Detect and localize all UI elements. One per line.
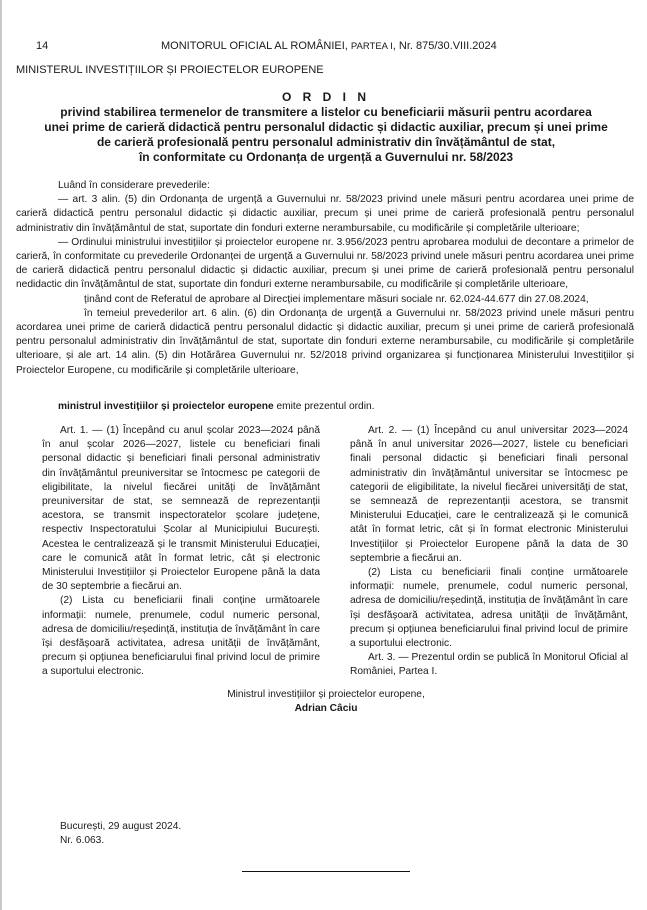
preamble-intro: Luând în considerare prevederile: bbox=[58, 180, 210, 191]
article-1-paragraph-2: (2) Lista cu beneficiarii finali conține următoarele informații: numele, prenumele, codul numeric personal, adresa de domiciliu/reședință, instituția de învățământ în care își desfășoară activitatea, adresa unității de învățământ, precum și opțiunea beneficiarului final privind locul de primire a suportului electronic. bbox=[42, 595, 320, 678]
preamble bbox=[16, 179, 634, 378]
emitter-statement bbox=[58, 401, 374, 412]
subtitle-line: de carieră profesională pentru personalul administrativ din învățământul de stat, bbox=[96, 135, 556, 149]
article-2-paragraph-1: Art. 2. — (1) Începând cu anul universitar 2023—2024 până în anul universitar 2026—2027, listele cu beneficiari finali personal didactic și beneficiari finali personal administrativ din învățământul universitar se întocmesc pe categorii de eligibilitate, la nivelul fiecărei universități de stat, se semnează de reprezentanții acestora, se transmit Ministerului Educației, care le centralizează și le comunică atât în format letric, cât și în format electronic Ministerului Investițiilor și Proiectelor Europene până la data de 30 septembrie a fiecărui an. bbox=[350, 425, 628, 564]
emitter-action: emite prezentul ordin. bbox=[273, 401, 375, 412]
publication-name: MONITORUL OFICIAL AL ROMÂNIEI, bbox=[161, 40, 351, 52]
signatory-role: Ministrul investițiilor și proiectelor europene, bbox=[227, 689, 425, 700]
article-3: Art. 3. — Prezentul ordin se publică în Monitorul Oficial al României, Partea I. bbox=[350, 652, 628, 678]
document-page bbox=[16, 0, 636, 910]
order-number: Nr. 6.063. bbox=[60, 835, 105, 846]
preamble-legal-basis: în temeiul prevederilor art. 6 alin. (6) din Ordonanța de urgență a Guvernului nr. 58/2023 privind unele măsuri pentru acordarea unei prime de carieră didactică pentru personalul didactic și didactic auxiliar, precum și unei prime de carieră profesională pentru personalul administrativ din învățământul de stat, suportate din fonduri externe nerambursabile, cu modificările și completările ulterioare, și ale art. 14 alin. (5) din Hotărârea Guvernului nr. 52/2018 privind organizarea și funcționarea Ministerului Investițiilor și Proiectelor Europene, cu modificările și completările ulterioare, bbox=[16, 307, 634, 376]
preamble-item: — art. 3 alin. (5) din Ordonanța de urgență a Guvernului nr. 58/2023 privind unele măsuri pentru acordarea unei prime de carieră didactică pentru personalul didactic și didactic auxiliar, precum și unei prime de carieră profesională pentru personalul administrativ din învățământul de stat, suportate din fonduri externe nerambursabile, cu modificările și completările ulterioare; bbox=[16, 194, 634, 234]
emitter-name: ministrul investițiilor și proiectelor europene bbox=[58, 401, 274, 412]
publication-part: PARTEA I bbox=[350, 41, 393, 52]
signatory-name: Adrian Câciu bbox=[294, 703, 358, 714]
end-divider bbox=[242, 871, 410, 872]
preamble-considering: ținând cont de Referatul de aprobare al Direcției implementare măsuri sociale nr. 62.024-44.677 din 27.08.2024, bbox=[84, 293, 589, 305]
column-right bbox=[350, 424, 628, 680]
document-type: O R D I N bbox=[281, 90, 370, 104]
publication-title bbox=[161, 40, 497, 52]
column-left bbox=[42, 424, 320, 680]
order-footer bbox=[60, 820, 181, 848]
issuing-ministry: MINISTERUL INVESTIȚIILOR ȘI PROIECTELOR EUROPENE bbox=[16, 64, 324, 76]
signature-block bbox=[16, 688, 636, 716]
article-1-paragraph-1: Art. 1. — (1) Începând cu anul școlar 2023—2024 până în anul școlar 2026—2027, listele cu beneficiari finali personal didactic și beneficiari finali personal administrativ din învățământul preuniversitar se întocmesc pe categorii de eligibilitate, la nivelul fiecărei unități de învățământ preuniversitar de stat, se semnează de reprezentanții acestora, se transmit inspectoratelor școlare județene, respectiv Inspectoratului Școlar al Municipiului București. Acestea le centralizează și le transmit Ministerului Educației, care le comunică atât în format letric, cât și electronic Ministerului Investițiilor și Proiectelor Europene până la data de 30 septembrie a fiecărui an. bbox=[42, 425, 320, 593]
publication-issue: , Nr. 875/30.VIII.2024 bbox=[392, 40, 497, 52]
preamble-item: — Ordinului ministrului investițiilor și proiectelor europene nr. 3.956/2023 pentru aprobarea modului de decontare a primelor de carieră, în conformitate cu prevederile Ordonanței de urgență a Guvernului nr. 58/2023 privind unele măsuri pentru acordarea unei prime de carieră didactică pentru personalul didactic și didactic auxiliar, precum și unei prime de carieră profesională pentru personalul nedidactic din învățământul de stat, suportate din fonduri externe nerambursabile, cu modificările și completările ulterioare, bbox=[16, 236, 634, 291]
order-title bbox=[16, 90, 636, 165]
subtitle-line: privind stabilirea termenelor de transmitere a listelor cu beneficiarii măsurii pentru acordarea bbox=[60, 105, 592, 119]
page-header bbox=[16, 40, 636, 54]
place-date: București, 29 august 2024. bbox=[60, 821, 182, 832]
subtitle-line: în conformitate cu Ordonanța de urgență a Guvernului nr. 58/2023 bbox=[138, 150, 514, 164]
subtitle-line: unei prime de carieră didactică pentru personalul didactic și didactic auxiliar, precum și unei prime bbox=[44, 120, 608, 134]
article-2-paragraph-2: (2) Lista cu beneficiarii finali conține următoarele informații: numele, prenumele, codul numeric personal, adresa de domiciliu/reședință, instituția de învățământ în care își desfășoară activitatea, adresa unității de învățământ, precum și opțiunea beneficiarului final privind locul de primire a suportului electronic. bbox=[350, 567, 628, 650]
page-number: 14 bbox=[36, 40, 49, 52]
order-subtitle bbox=[16, 105, 636, 165]
